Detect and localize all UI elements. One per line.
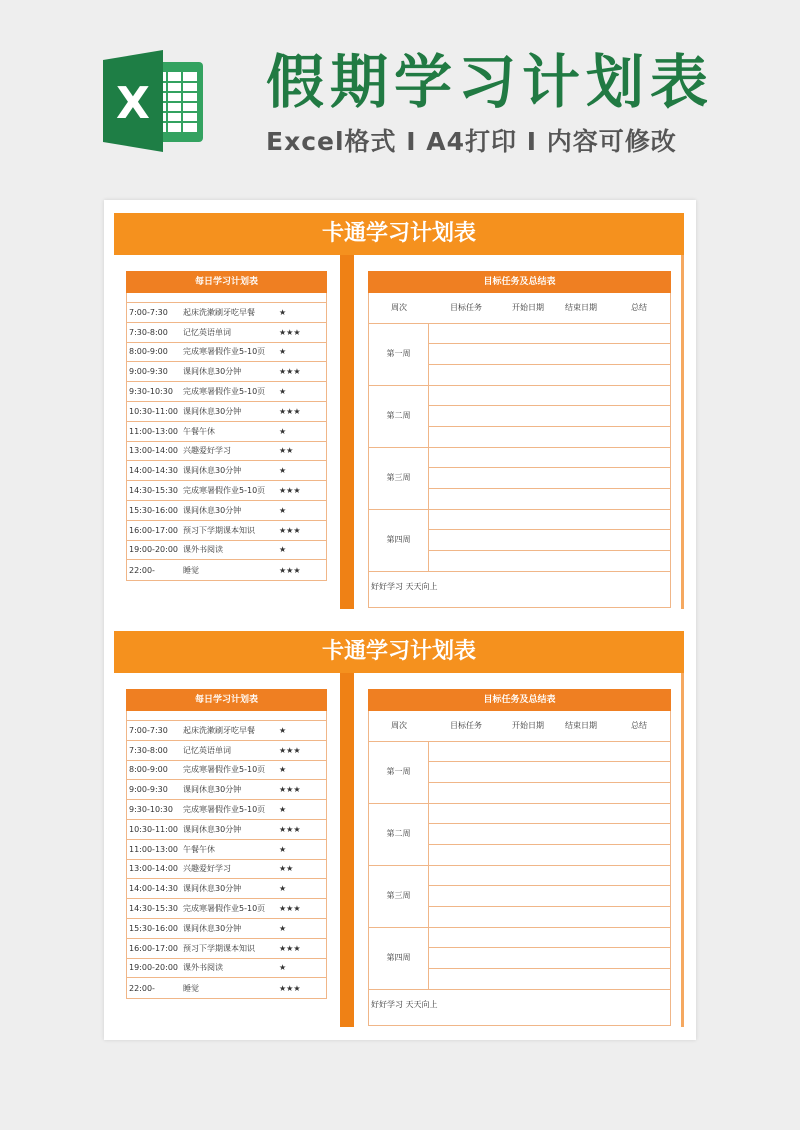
time-cell: 22:00- [129,565,155,575]
table-row [127,442,326,462]
star-rating: ★ [279,426,287,436]
star-rating: ★ [279,963,287,973]
star-rating: ★★★ [279,824,301,834]
week-rule [429,782,670,783]
task-cell: 课间休息30分钟 [183,505,242,515]
schedule-table [126,293,327,581]
star-rating: ★ [279,765,287,775]
week-rule [429,343,670,344]
week-rule [429,823,670,824]
col-header-end: 结束日期 [565,721,597,730]
table-row [127,560,326,580]
week-label: 第四周 [369,927,429,989]
week-rule [429,550,670,551]
table-row [127,780,326,800]
star-rating: ★★★ [279,983,301,993]
star-rating: ★★★ [279,367,301,377]
star-rating: ★ [279,505,287,515]
schedule-table [126,711,327,999]
week-block [369,385,670,448]
week-label: 第二周 [369,803,429,865]
star-rating: ★ [279,884,287,894]
time-cell: 7:30-8:00 [129,745,168,755]
table-row [127,721,326,741]
table-row [127,879,326,899]
star-rating: ★★★ [279,406,301,416]
week-label: 第三周 [369,865,429,927]
logo-letter: X [116,78,150,129]
table-row [127,899,326,919]
plan-sheet-2 [114,631,684,1031]
week-block [369,509,670,572]
week-label: 第四周 [369,509,429,571]
week-rule [429,761,670,762]
table-row [127,978,326,998]
week-rule [429,947,670,948]
table-row [127,402,326,422]
page-title: 假期学习计划表 [266,48,715,116]
goals-panel [368,689,671,1026]
time-cell: 9:00-9:30 [129,367,168,377]
schedule-spacer [127,711,326,721]
week-rule [429,426,670,427]
task-cell: 记忆英语单词 [183,745,231,755]
time-cell: 15:30-16:00 [129,505,178,515]
week-rule [429,467,670,468]
goals-header-row [369,711,670,742]
week-rule [429,405,670,406]
star-rating: ★ [279,725,287,735]
star-rating: ★★★ [279,745,301,755]
task-cell: 课间休息30分钟 [183,884,242,894]
task-cell: 课间休息30分钟 [183,466,242,476]
table-row [127,541,326,561]
table-row [127,860,326,880]
week-rule [429,364,670,365]
goals-table [368,711,671,1026]
table-row [127,461,326,481]
plan-sheet-1 [114,213,684,613]
col-header-summary: 总结 [631,303,647,312]
col-header-week: 周次 [391,303,407,312]
time-cell: 7:00-7:30 [129,725,168,735]
task-cell: 预习下学期课本知识 [183,943,255,953]
sheet-banner: 卡通学习计划表 [114,631,684,673]
time-cell: 19:00-20:00 [129,963,178,973]
goals-table [368,293,671,608]
table-row [127,939,326,959]
table-row [127,323,326,343]
week-rule [429,885,670,886]
sheet-banner: 卡通学习计划表 [114,213,684,255]
star-rating: ★ [279,805,287,815]
task-cell: 课外书阅读 [183,963,223,973]
col-header-goal: 目标任务 [450,721,482,730]
time-cell: 22:00- [129,983,155,993]
task-cell: 课间休息30分钟 [183,923,242,933]
right-edge-line [681,255,684,609]
star-rating: ★ [279,307,287,317]
time-cell: 11:00-13:00 [129,844,178,854]
time-cell: 9:30-10:30 [129,805,173,815]
week-rule [429,968,670,969]
daily-schedule-panel [126,271,327,581]
task-cell: 完成寒暑假作业5-10页 [183,904,266,914]
week-block [369,323,670,386]
star-rating: ★★★ [279,785,301,795]
week-block [369,865,670,928]
table-row [127,501,326,521]
table-row [127,840,326,860]
time-cell: 15:30-16:00 [129,923,178,933]
week-label: 第一周 [369,741,429,803]
task-cell: 兴趣爱好学习 [183,446,231,456]
motto-text: 好好学习 天天向上 [371,1000,438,1009]
task-cell: 课间休息30分钟 [183,367,242,377]
time-cell: 13:00-14:00 [129,446,178,456]
table-row [127,820,326,840]
schedule-spacer [127,293,326,303]
week-block [369,927,670,990]
star-rating: ★★★ [279,565,301,575]
table-row [127,521,326,541]
col-header-goal: 目标任务 [450,303,482,312]
task-cell: 睡觉 [183,983,199,993]
goals-panel [368,271,671,608]
task-cell: 完成寒暑假作业5-10页 [183,765,266,775]
task-cell: 课间休息30分钟 [183,785,242,795]
task-cell: 兴趣爱好学习 [183,864,231,874]
week-block [369,447,670,510]
task-cell: 记忆英语单词 [183,327,231,337]
star-rating: ★ [279,347,287,357]
week-label: 第一周 [369,323,429,385]
time-cell: 16:00-17:00 [129,943,178,953]
task-cell: 完成寒暑假作业5-10页 [183,347,266,357]
table-row [127,382,326,402]
task-cell: 起床洗漱刷牙吃早餐 [183,307,255,317]
table-row [127,761,326,781]
star-rating: ★★★ [279,904,301,914]
task-cell: 完成寒暑假作业5-10页 [183,805,266,815]
goals-header-row [369,293,670,324]
table-row [127,362,326,382]
col-header-week: 周次 [391,721,407,730]
excel-logo-icon [101,48,207,154]
star-rating: ★★★ [279,525,301,535]
header [0,0,800,200]
week-block [369,741,670,804]
time-cell: 8:00-9:00 [129,347,168,357]
column-divider [340,255,354,609]
week-rule [429,488,670,489]
task-cell: 课间休息30分钟 [183,406,242,416]
task-cell: 课外书阅读 [183,545,223,555]
col-header-end: 结束日期 [565,303,597,312]
time-cell: 14:00-14:30 [129,466,178,476]
table-row [127,343,326,363]
star-rating: ★★★ [279,486,301,496]
star-rating: ★★★ [279,327,301,337]
column-divider [340,673,354,1027]
table-row [127,800,326,820]
task-cell: 睡觉 [183,565,199,575]
table-row [127,422,326,442]
time-cell: 19:00-20:00 [129,545,178,555]
star-rating: ★★★ [279,943,301,953]
star-rating: ★★ [279,864,294,874]
task-cell: 午餐午休 [183,844,215,854]
week-label: 第三周 [369,447,429,509]
col-header-start: 开始日期 [512,721,544,730]
time-cell: 8:00-9:00 [129,765,168,775]
schedule-title: 每日学习计划表 [126,271,327,293]
task-cell: 完成寒暑假作业5-10页 [183,486,266,496]
week-label: 第二周 [369,385,429,447]
time-cell: 14:30-15:30 [129,904,178,914]
week-block [369,803,670,866]
table-row [127,741,326,761]
time-cell: 7:00-7:30 [129,307,168,317]
task-cell: 课间休息30分钟 [183,824,242,834]
right-edge-line [681,673,684,1027]
table-row [127,959,326,979]
week-rule [429,906,670,907]
week-rule [429,844,670,845]
star-rating: ★ [279,387,287,397]
time-cell: 10:30-11:00 [129,406,178,416]
time-cell: 9:30-10:30 [129,387,173,397]
table-row [127,303,326,323]
task-cell: 完成寒暑假作业5-10页 [183,387,266,397]
task-cell: 午餐午休 [183,426,215,436]
col-header-start: 开始日期 [512,303,544,312]
table-row [127,481,326,501]
star-rating: ★ [279,844,287,854]
time-cell: 14:30-15:30 [129,486,178,496]
schedule-title: 每日学习计划表 [126,689,327,711]
star-rating: ★★ [279,446,294,456]
time-cell: 10:30-11:00 [129,824,178,834]
time-cell: 13:00-14:00 [129,864,178,874]
col-header-summary: 总结 [631,721,647,730]
star-rating: ★ [279,923,287,933]
task-cell: 起床洗漱刷牙吃早餐 [183,725,255,735]
star-rating: ★ [279,545,287,555]
page-subtitle: Excel格式 I A4打印 I 内容可修改 [266,127,677,156]
goals-title: 目标任务及总结表 [368,271,671,293]
table-row [127,919,326,939]
task-cell: 预习下学期课本知识 [183,525,255,535]
time-cell: 14:00-14:30 [129,884,178,894]
time-cell: 9:00-9:30 [129,785,168,795]
time-cell: 16:00-17:00 [129,525,178,535]
star-rating: ★ [279,466,287,476]
week-rule [429,529,670,530]
time-cell: 7:30-8:00 [129,327,168,337]
motto-text: 好好学习 天天向上 [371,582,438,591]
time-cell: 11:00-13:00 [129,426,178,436]
daily-schedule-panel [126,689,327,999]
goals-title: 目标任务及总结表 [368,689,671,711]
